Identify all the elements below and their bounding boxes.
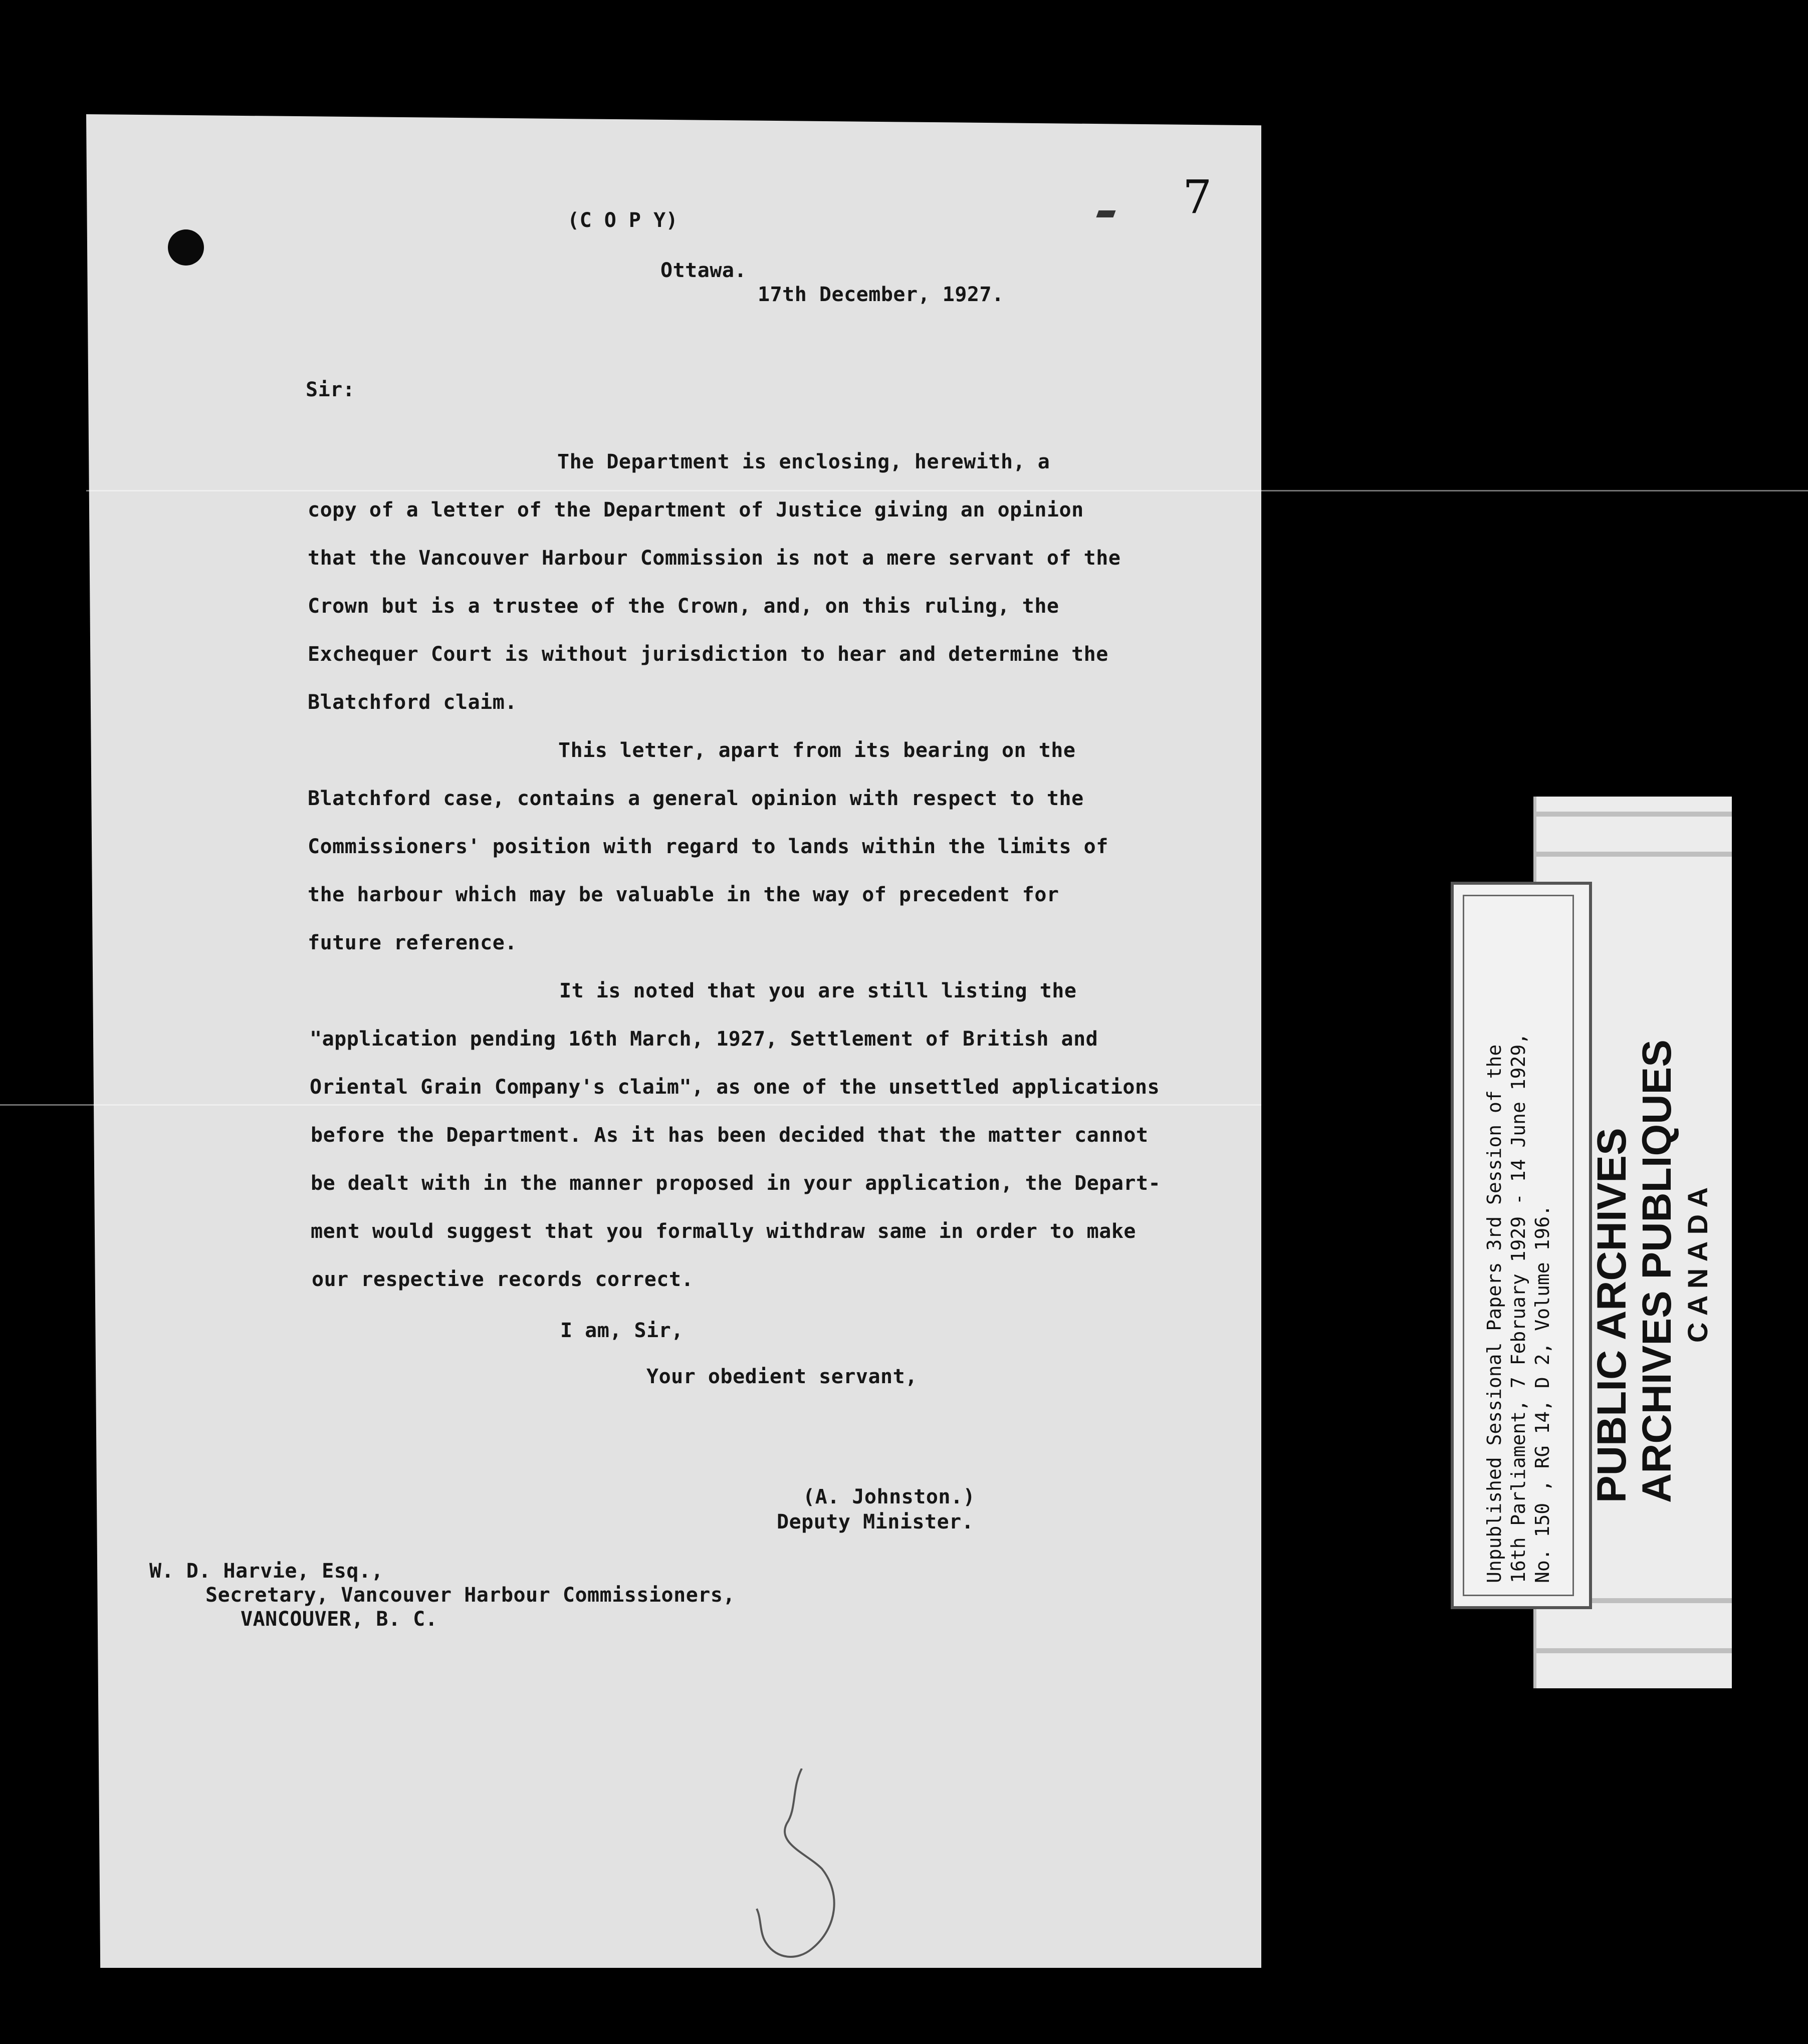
punch-hole [168, 229, 204, 266]
letter-place: Ottawa. [660, 259, 747, 282]
body-line: copy of a letter of the Department of Justice giving an opinion [308, 498, 1084, 522]
salutation: Sir: [306, 378, 355, 401]
body-line: Blatchford claim. [308, 691, 517, 714]
body-line: that the Vancouver Harbour Commission is not a mere servant of the [308, 547, 1121, 570]
body-line: before the Department. As it has been decided that the matter cannot [311, 1124, 1149, 1147]
signatory-name: (A. Johnston.) [803, 1485, 976, 1508]
scan-artifact-line [0, 1104, 1261, 1106]
ink-mark [1096, 210, 1115, 217]
archive-reference-line: Unpublished Sessional Papers 3rd Session of the [1483, 1044, 1505, 1583]
body-line: Exchequer Court is without jurisdiction to hear and determine the [308, 643, 1108, 666]
copy-heading: (C O P Y) [567, 209, 679, 232]
archive-reference-line: 16th Parliament, 7 February 1929 - 14 June 1929, [1507, 1033, 1529, 1583]
archive-stamp-archives-publiques: ARCHIVES PUBLIQUES [1634, 1040, 1680, 1503]
scan-artifact-line [86, 490, 1808, 491]
closing-servant: Your obedient servant, [646, 1365, 918, 1388]
archive-stamp-public-archives: PUBLIC ARCHIVES [1589, 1128, 1635, 1503]
body-line: This letter, apart from its bearing on the [558, 739, 1076, 762]
body-line: Blatchford case, contains a general opinion with respect to the [308, 787, 1084, 810]
signatory-title: Deputy Minister. [777, 1510, 974, 1534]
body-line: be dealt with in the manner proposed in your application, the Depart- [311, 1172, 1161, 1195]
body-line: Commissioners' position with regard to lands within the limits of [308, 835, 1108, 858]
body-line: the harbour which may be valuable in the way of precedent for [308, 883, 1059, 906]
closing: I am, Sir, [560, 1319, 684, 1342]
body-line: future reference. [308, 931, 517, 954]
body-line: The Department is enclosing, herewith, a [557, 450, 1050, 473]
letter-date: 17th December, 1927. [758, 283, 1004, 306]
pencil-squiggle [747, 1768, 857, 1969]
addressee-title: Secretary, Vancouver Harbour Commissioners, [205, 1584, 736, 1607]
body-line: It is noted that you are still listing the [559, 979, 1077, 1002]
body-line: ment would suggest that you formally withdraw same in order to make [311, 1220, 1136, 1243]
archive-stamp-canada: C A N A D A [1682, 1187, 1713, 1343]
page-number: 7 [1183, 170, 1212, 224]
body-line: Crown but is a trustee of the Crown, and, on this ruling, the [308, 595, 1059, 618]
body-line: "application pending 16th March, 1927, Settlement of British and [310, 1028, 1098, 1051]
addressee-name: W. D. Harvie, Esq., [149, 1560, 384, 1583]
body-line: our respective records correct. [312, 1268, 694, 1291]
archive-reference-line: No. 150 , RG 14, D 2, Volume 196. [1531, 1205, 1553, 1583]
body-line: Oriental Grain Company's claim", as one of the unsettled applications [310, 1076, 1160, 1099]
addressee-city: VANCOUVER, B. C. [241, 1608, 438, 1631]
